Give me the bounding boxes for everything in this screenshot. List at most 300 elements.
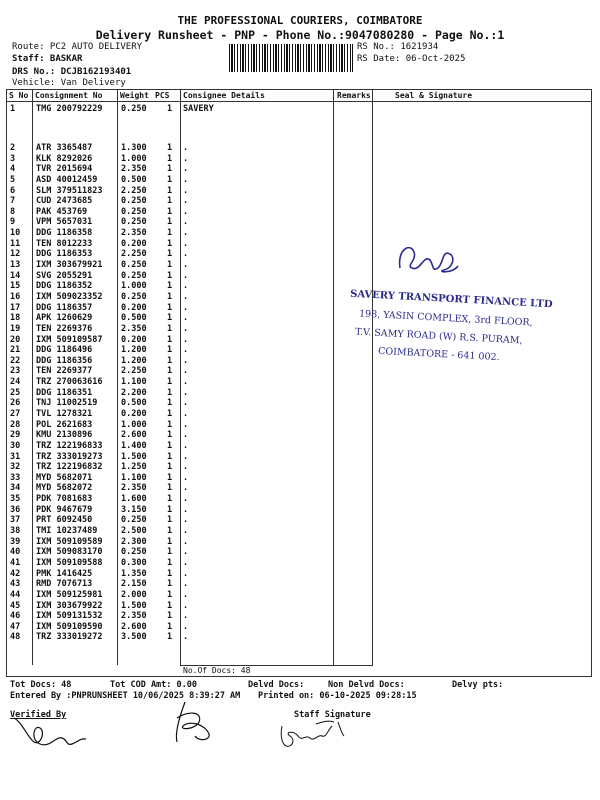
row-consignment-no: IXM 509109587 — [36, 334, 103, 345]
row-pcs: 1 — [167, 557, 173, 568]
row-weight: 2.350 — [121, 611, 147, 622]
row-sno: 29 — [10, 430, 21, 441]
row-consignment-no: IXM 509109589 — [36, 536, 103, 547]
header-pcs: PCS — [155, 91, 170, 100]
table-row — [0, 547, 600, 558]
row-consignment-no: TVR 2015694 — [36, 164, 93, 175]
row-pcs: 1 — [167, 632, 173, 643]
row-pcs: 1 — [167, 409, 173, 419]
row-consignee: . — [183, 281, 189, 292]
row-sno: 43 — [10, 579, 21, 590]
stamp-signature-scribble — [392, 238, 462, 278]
row-weight: 1.600 — [121, 494, 147, 505]
row-weight: 1.300 — [121, 143, 147, 153]
delvd-docs: Delvd Docs: — [248, 680, 305, 690]
row-weight: 1.000 — [121, 153, 147, 164]
table-row — [0, 505, 600, 516]
row-consignment-no: POL 2621683 — [36, 419, 93, 430]
delvy-pts: Delvy pts: — [452, 680, 504, 690]
row-pcs: 1 — [167, 494, 173, 505]
row-weight: 1.000 — [121, 281, 147, 292]
row-weight: 2.250 — [121, 185, 147, 196]
row-pcs: 1 — [167, 430, 173, 441]
row-pcs: 1 — [167, 440, 173, 451]
row-pcs: 1 — [167, 206, 173, 217]
row-weight: 2.150 — [121, 579, 147, 590]
row-consignment-no: TRZ 333019273 — [36, 451, 103, 462]
row-consignee: . — [183, 409, 189, 419]
row-consignment-no: TRZ 122196833 — [36, 440, 103, 451]
header-remarks: Remarks — [337, 91, 371, 100]
row-consignee: . — [183, 377, 189, 388]
row-consignee: . — [183, 579, 189, 590]
row-weight: 2.600 — [121, 430, 147, 441]
drs-label: DRS No.: DCJB162193401 — [12, 67, 132, 77]
middle-signature — [165, 698, 225, 748]
table-row — [0, 515, 600, 526]
row-sno: 21 — [10, 345, 21, 356]
row-weight: 2.000 — [121, 589, 147, 600]
row-weight: 0.250 — [121, 217, 147, 228]
row-sno: 46 — [10, 611, 21, 622]
company-title: THE PROFESSIONAL COURIERS, COIMBATORE — [177, 14, 423, 27]
table-row — [0, 569, 600, 580]
row-weight: 1.500 — [121, 451, 147, 462]
row-pcs: 1 — [167, 387, 173, 398]
row-consignment-no: ATR 3365487 — [36, 143, 93, 153]
row-consignee: . — [183, 302, 189, 313]
non-delvd-docs: Non Delvd Docs: — [328, 680, 405, 690]
row-sno: 9 — [10, 217, 16, 228]
row-consignment-no: DDG 1186352 — [36, 281, 93, 292]
row-sno: 15 — [10, 281, 21, 292]
row-sno: 32 — [10, 462, 21, 473]
row-sno: 42 — [10, 568, 21, 579]
row-weight: 0.250 — [121, 515, 147, 526]
row-pcs: 1 — [167, 249, 173, 260]
stamp-line-2: 198, YASIN COMPLEX, 3rd FLOOR, — [358, 308, 533, 329]
row-pcs: 1 — [167, 270, 173, 281]
row-consignee: . — [183, 589, 189, 600]
row-sno: 12 — [10, 249, 21, 260]
row-weight: 3.150 — [121, 504, 147, 515]
row-weight: 2.350 — [121, 228, 147, 239]
row-weight: 2.500 — [121, 526, 147, 537]
row-pcs: 1 — [167, 547, 173, 558]
row-consignee: . — [183, 483, 189, 494]
row-sno: 25 — [10, 387, 21, 398]
no-of-docs: No.Of Docs: 48 — [183, 666, 251, 675]
row-consignee: . — [183, 504, 189, 515]
row-sno: 44 — [10, 589, 21, 600]
row-weight: 2.350 — [121, 323, 147, 334]
row-consignment-no: ASD 40012459 — [36, 174, 98, 185]
row-sno: 33 — [10, 472, 21, 483]
row-consignment-no: DDG 1186358 — [36, 228, 93, 239]
verified-by-signature — [10, 712, 90, 750]
tot-docs: Tot Docs: 48 — [10, 680, 72, 690]
row-consignee: . — [183, 249, 189, 260]
row-pcs: 1 — [167, 579, 173, 590]
row-sno: 10 — [10, 228, 21, 239]
row-pcs: 1 — [167, 345, 173, 356]
row-consignment-no: IXM 509131532 — [36, 611, 103, 622]
staff-label: Staff: BASKAR — [12, 54, 83, 64]
row-weight: 1.400 — [121, 440, 147, 451]
table-row — [0, 473, 600, 484]
row-sno: 27 — [10, 409, 21, 419]
table-row — [0, 462, 600, 473]
row-consignment-no: IXM 303679921 — [36, 260, 103, 271]
row-consignment-no: IXM 509125981 — [36, 589, 103, 600]
row-consignee: . — [183, 366, 189, 377]
row-consignee: SAVERY — [183, 104, 214, 114]
row-pcs: 1 — [167, 313, 173, 324]
row-consignment-no: KLK 8292026 — [36, 153, 93, 164]
row-sno: 31 — [10, 451, 21, 462]
row-pcs: 1 — [167, 600, 173, 611]
table-row — [0, 420, 600, 431]
row-weight: 0.250 — [121, 206, 147, 217]
row-weight: 1.250 — [121, 462, 147, 473]
table-row — [0, 526, 600, 537]
row-sno: 1 — [10, 104, 16, 114]
row-consignment-no: TMG 200792229 — [36, 104, 103, 114]
row-sno: 7 — [10, 196, 16, 207]
row-weight: 2.250 — [121, 249, 147, 260]
row-consignment-no: PDK 7081683 — [36, 494, 93, 505]
row-consignee: . — [183, 185, 189, 196]
row-sno: 16 — [10, 291, 21, 302]
row-pcs: 1 — [167, 153, 173, 164]
row-consignee: . — [183, 515, 189, 526]
row-sno: 30 — [10, 440, 21, 451]
row-sno: 4 — [10, 164, 16, 175]
stamp-line-4: COIMBATORE - 641 002. — [377, 345, 500, 364]
row-consignee: . — [183, 557, 189, 568]
header-consignee: Consignee Details — [183, 91, 265, 100]
row-consignee: . — [183, 621, 189, 632]
row-pcs: 1 — [167, 174, 173, 185]
row-consignment-no: TRZ 333019272 — [36, 632, 103, 643]
row-pcs: 1 — [167, 291, 173, 302]
row-pcs: 1 — [167, 483, 173, 494]
row-sno: 28 — [10, 419, 21, 430]
row-pcs: 1 — [167, 143, 173, 153]
row-consignee: . — [183, 228, 189, 239]
row-consignment-no: TNJ 11002519 — [36, 398, 98, 409]
row-consignment-no: IXM 509109588 — [36, 557, 103, 568]
table-header-border — [6, 101, 592, 102]
row-consignee: . — [183, 632, 189, 643]
row-sno: 19 — [10, 323, 21, 334]
table-row — [0, 537, 600, 548]
header-consignment: Consignment No — [35, 91, 103, 100]
stamp-line-1: SAVERY TRANSPORT FINANCE LTD — [349, 288, 553, 311]
row-consignee: . — [183, 164, 189, 175]
row-consignee: . — [183, 462, 189, 473]
stamp-line-3: T.V. SAMY ROAD (W) R.S. PURAM, — [354, 326, 523, 347]
row-consignment-no: IXM 303679922 — [36, 600, 103, 611]
row-sno: 37 — [10, 515, 21, 526]
row-consignee: . — [183, 355, 189, 366]
table-row — [0, 217, 600, 228]
header-sno: S No — [9, 91, 29, 100]
row-weight: 1.200 — [121, 345, 147, 356]
table-row — [0, 398, 600, 409]
row-pcs: 1 — [167, 377, 173, 388]
table-row — [0, 154, 600, 165]
row-weight: 0.200 — [121, 334, 147, 345]
row-consignee: . — [183, 206, 189, 217]
row-sno: 48 — [10, 632, 21, 643]
row-weight: 1.350 — [121, 568, 147, 579]
row-consignee: . — [183, 153, 189, 164]
row-weight: 0.250 — [121, 291, 147, 302]
row-consignment-no: PDK 9467679 — [36, 504, 93, 515]
row-sno: 11 — [10, 238, 21, 249]
row-weight: 0.500 — [121, 398, 147, 409]
row-consignee: . — [183, 217, 189, 228]
row-weight: 2.300 — [121, 536, 147, 547]
header-weight: Weight — [120, 91, 149, 100]
row-pcs: 1 — [167, 536, 173, 547]
table-bottom-border — [6, 676, 592, 677]
row-pcs: 1 — [167, 526, 173, 537]
row-consignment-no: DDG 1186351 — [36, 387, 93, 398]
row-consignment-no: PAK 453769 — [36, 206, 88, 217]
row-sno: 18 — [10, 313, 21, 324]
row-sno: 24 — [10, 377, 21, 388]
row-consignment-no: TMI 10237489 — [36, 526, 98, 537]
table-row — [0, 558, 600, 569]
row-pcs: 1 — [167, 238, 173, 249]
row-consignment-no: TEN 2269377 — [36, 366, 93, 377]
row-consignment-no: KMU 2130896 — [36, 430, 93, 441]
row-pcs: 1 — [167, 217, 173, 228]
row-weight: 0.200 — [121, 238, 147, 249]
row-weight: 2.200 — [121, 387, 147, 398]
row-consignee: . — [183, 430, 189, 441]
row-pcs: 1 — [167, 504, 173, 515]
row-pcs: 1 — [167, 621, 173, 632]
table-row — [0, 601, 600, 612]
table-row — [0, 632, 600, 643]
row-weight: 0.200 — [121, 302, 147, 313]
row-consignment-no: SLM 379511823 — [36, 185, 103, 196]
table-row — [0, 483, 600, 494]
row-sno: 6 — [10, 185, 16, 196]
row-sno: 5 — [10, 174, 16, 185]
table-row — [0, 452, 600, 463]
row-consignment-no: VPM 5657031 — [36, 217, 93, 228]
row-consignee: . — [183, 196, 189, 207]
row-weight: 3.500 — [121, 632, 147, 643]
row-consignment-no: TRZ 122196832 — [36, 462, 103, 473]
row-consignee: . — [183, 291, 189, 302]
table-row — [0, 196, 600, 207]
row-consignment-no: MYD 5682071 — [36, 472, 93, 483]
row-consignee: . — [183, 270, 189, 281]
row-consignment-no: DDG 1186496 — [36, 345, 93, 356]
row-weight: 1.100 — [121, 377, 147, 388]
table-row — [0, 186, 600, 197]
row-sno: 41 — [10, 557, 21, 568]
row-sno: 40 — [10, 547, 21, 558]
row-pcs: 1 — [167, 228, 173, 239]
row-sno: 8 — [10, 206, 16, 217]
entered-by: Entered By :PNPRUNSHEET 10/06/2025 8:39:27 AM — [10, 691, 241, 701]
row-sno: 17 — [10, 302, 21, 313]
row-consignee: . — [183, 260, 189, 271]
row-weight: 0.250 — [121, 104, 147, 114]
row-consignment-no: DDG 1186356 — [36, 355, 93, 366]
printed-on: Printed on: 06-10-2025 09:28:15 — [258, 691, 417, 701]
row-consignment-no: TEN 8012233 — [36, 238, 93, 249]
barcode-image — [229, 44, 353, 72]
row-consignment-no: IXM 509083170 — [36, 547, 103, 558]
table-row — [0, 409, 600, 420]
vehicle-label: Vehicle: Van Delivery — [12, 78, 126, 88]
row-sno: 14 — [10, 270, 21, 281]
table-top-border — [6, 89, 592, 90]
table-row — [0, 494, 600, 505]
row-sno: 34 — [10, 483, 21, 494]
row-consignee: . — [183, 547, 189, 558]
row-consignment-no: TEN 2269376 — [36, 323, 93, 334]
row-pcs: 1 — [167, 419, 173, 430]
row-consignment-no: RMD 7076713 — [36, 579, 93, 590]
row-consignee: . — [183, 494, 189, 505]
row-consignment-no: CUD 2473685 — [36, 196, 93, 207]
row-pcs: 1 — [167, 260, 173, 271]
row-consignee: . — [183, 143, 189, 153]
row-weight: 0.250 — [121, 260, 147, 271]
rs-date: RS Date: 06-Oct-2025 — [357, 54, 466, 64]
table-row — [0, 207, 600, 218]
row-sno: 22 — [10, 355, 21, 366]
row-sno: 13 — [10, 260, 21, 271]
row-weight: 0.200 — [121, 409, 147, 419]
row-sno: 26 — [10, 398, 21, 409]
table-row — [0, 175, 600, 186]
table-row — [0, 441, 600, 452]
header-seal-signature: Seal & Signature — [395, 91, 473, 100]
row-pcs: 1 — [167, 281, 173, 292]
row-consignee: . — [183, 174, 189, 185]
row-consignee: . — [183, 451, 189, 462]
row-consignee: . — [183, 536, 189, 547]
row-weight: 2.600 — [121, 621, 147, 632]
row-consignment-no: IXM 509109590 — [36, 621, 103, 632]
row-consignment-no: TVL 1278321 — [36, 409, 93, 419]
table-row — [0, 143, 600, 154]
row-consignment-no: MYD 5682072 — [36, 483, 93, 494]
row-consignment-no: PMK 1416425 — [36, 568, 93, 579]
row-weight: 2.250 — [121, 366, 147, 377]
row-sno: 47 — [10, 621, 21, 632]
row-sno: 20 — [10, 334, 21, 345]
row-sno: 45 — [10, 600, 21, 611]
row-consignee: . — [183, 568, 189, 579]
row-pcs: 1 — [167, 515, 173, 526]
row-weight: 0.250 — [121, 547, 147, 558]
table-row — [0, 590, 600, 601]
row-sno: 23 — [10, 366, 21, 377]
row-weight: 1.100 — [121, 472, 147, 483]
row-consignee: . — [183, 440, 189, 451]
row-sno: 39 — [10, 536, 21, 547]
company-stamp — [349, 238, 553, 388]
row-pcs: 1 — [167, 366, 173, 377]
row-consignment-no: DDG 1186353 — [36, 249, 93, 260]
row-sno: 36 — [10, 504, 21, 515]
staff-signature — [276, 716, 350, 750]
table-row — [0, 611, 600, 622]
row-weight: 0.500 — [121, 313, 147, 324]
row-consignment-no: APK 1260629 — [36, 313, 93, 324]
row-sno: 2 — [10, 143, 16, 153]
table-row — [0, 430, 600, 441]
verified-by-label: Verified By — [10, 710, 67, 720]
row-weight: 2.350 — [121, 164, 147, 175]
row-pcs: 1 — [167, 398, 173, 409]
table-row — [0, 579, 600, 590]
row-consignment-no: PRT 6092450 — [36, 515, 93, 526]
staff-signature-label: Staff Signature — [294, 710, 371, 720]
table-row — [0, 622, 600, 633]
row-pcs: 1 — [167, 568, 173, 579]
row-pcs: 1 — [167, 472, 173, 483]
row-consignee: . — [183, 600, 189, 611]
tot-cod-amt: Tot COD Amt: 0.00 — [110, 680, 197, 690]
row-pcs: 1 — [167, 355, 173, 366]
row-sno: 35 — [10, 494, 21, 505]
row-consignee: . — [183, 419, 189, 430]
row-consignee: . — [183, 334, 189, 345]
row-pcs: 1 — [167, 185, 173, 196]
row-sno: 3 — [10, 153, 16, 164]
row-pcs: 1 — [167, 611, 173, 622]
row-pcs: 1 — [167, 462, 173, 473]
row-consignee: . — [183, 387, 189, 398]
row-consignee: . — [183, 313, 189, 324]
runsheet-subtitle: Delivery Runsheet - PNP - Phone No.:9047080280 - Page No.:1 — [95, 28, 505, 42]
row-consignee: . — [183, 238, 189, 249]
row-consignment-no: SVG 2055291 — [36, 270, 93, 281]
row-pcs: 1 — [167, 323, 173, 334]
table-row — [0, 388, 600, 399]
row-weight: 0.250 — [121, 196, 147, 207]
row-pcs: 1 — [167, 104, 173, 114]
row-consignment-no: DDG 1186357 — [36, 302, 93, 313]
row-consignee: . — [183, 345, 189, 356]
row-consignment-no: IXM 509023352 — [36, 291, 103, 302]
row-consignee: . — [183, 323, 189, 334]
row-pcs: 1 — [167, 334, 173, 345]
row-weight: 2.350 — [121, 483, 147, 494]
row-pcs: 1 — [167, 451, 173, 462]
row-pcs: 1 — [167, 164, 173, 175]
table-row — [0, 164, 600, 175]
row-pcs: 1 — [167, 302, 173, 313]
row-weight: 1.200 — [121, 355, 147, 366]
route-label: Route: PC2 AUTO DELIVERY — [12, 42, 143, 52]
row-weight: 0.250 — [121, 270, 147, 281]
row-weight: 0.300 — [121, 557, 147, 568]
row-pcs: 1 — [167, 196, 173, 207]
row-consignee: . — [183, 611, 189, 622]
